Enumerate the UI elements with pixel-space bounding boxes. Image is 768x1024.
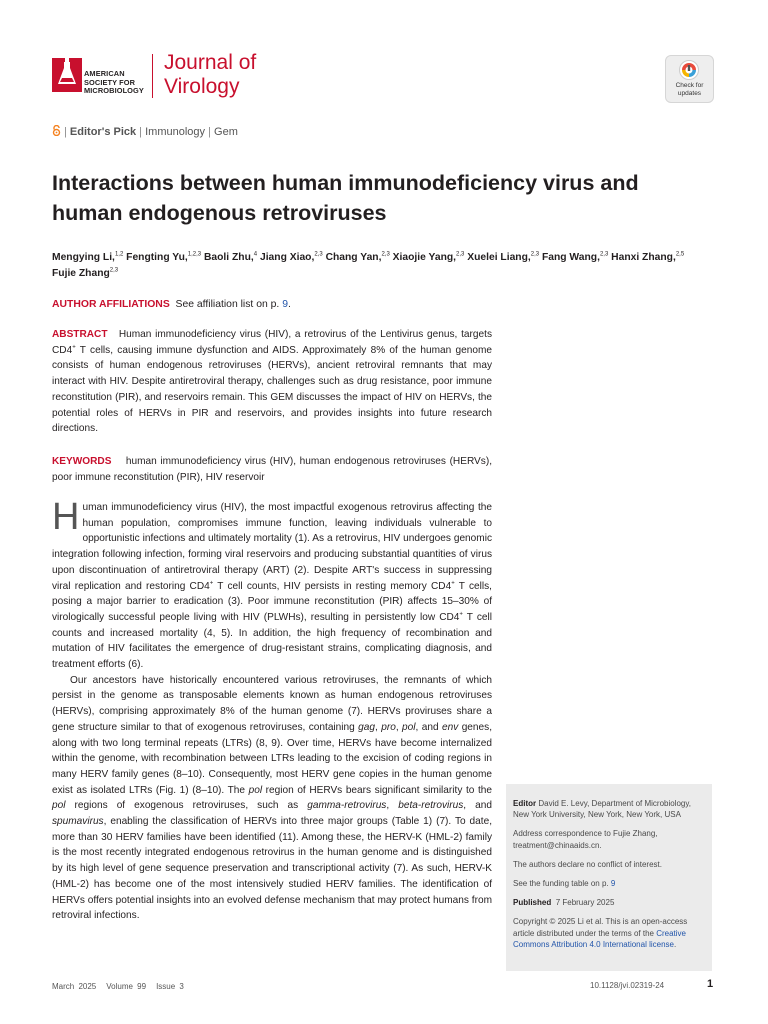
body-text: , enabling the classification of HERVs into three major groups (Table 1) (7). To date, more than 30 HERV families have been identified (11). Among these, the HERV-K (HML-2) family is the most recently integrated endogenous retrovirus in the human genome and is distinguished by its high level of gene sequence preservation and transcriptional activity (7). As such, HERV-K (HML-2) has become one of the most intensively studied HERV families. The identification of HERVs offers potential insights into an evolved defense mechanism that may protect humans from retroviral infections. (52, 816, 492, 922)
tag-separator: | (205, 126, 215, 138)
editor-label: Editor (513, 799, 537, 808)
category-tag[interactable]: Immunology (145, 126, 206, 138)
article-tags (52, 125, 238, 139)
published-date: 7 February 2025 (555, 898, 615, 908)
gene-name: pro (381, 721, 396, 733)
abstract-label: ABSTRACT (52, 329, 108, 340)
editor-info (513, 798, 707, 820)
author-affiliation-ref: 2,3 (314, 251, 323, 258)
abstract-text: Human immunodeficiency virus (HIV), a retrovirus of the Lentivirus genus, targets CD4 (52, 329, 492, 356)
crossmark-icon (679, 60, 699, 80)
superscript-plus: + (459, 611, 463, 618)
affiliations-period: . (287, 299, 291, 310)
asm-logo (52, 52, 152, 100)
author-name[interactable]: Mengying Li, (52, 252, 115, 263)
author-affiliation-ref: 2,5 (675, 251, 685, 258)
author-affiliation-ref: 2,3 (109, 267, 119, 274)
virus-genus: beta-retrovirus (398, 800, 464, 812)
publisher-line: MICROBIOLOGY (84, 86, 144, 96)
tag-separator: | (64, 126, 70, 138)
funding-info (513, 878, 707, 889)
body-text: Our ancestors have historically encountered various retroviruses, the remnants of which persist in the genome as transposable elements known as human endogenous retroviruses (HERVs), comprising approximately 8% of the human genome (7). HERVs proviruses share a gene structure similar to that of exogenous retroviruses, containing (52, 674, 492, 733)
copyright-text: Copyright © 2025 Li et al. This is an open-access article distributed under the terms of the (513, 917, 688, 938)
publisher-line: AMERICAN (84, 69, 125, 78)
author-name[interactable]: Fengting Yu, (126, 252, 188, 263)
editor-text: David E. Levy, Department of Microbiology, New York University, New York, New York, USA (513, 799, 691, 820)
keywords-text: human immunodeficiency virus (HIV), human endogenous retroviruses (HERVs), poor immune reconstitution (PIR), HIV reservoir (52, 456, 492, 483)
abstract (52, 327, 492, 437)
crossmark-label: updates (677, 89, 702, 97)
license-link[interactable]: Creative Commons Attribution 4.0 International license (513, 928, 686, 949)
author-affiliation-ref: 2,3 (599, 251, 609, 258)
flask-icon (52, 52, 82, 92)
keywords-label: KEYWORDS (52, 456, 112, 467)
superscript-plus: + (72, 344, 76, 351)
gene-name: pol (52, 800, 66, 812)
tag-separator: | (136, 126, 146, 138)
body-text: region of HERVs bears significant similarity to the (262, 784, 492, 796)
author-name[interactable]: Hanxi Zhang, (611, 252, 676, 263)
virus-genus: spumavirus (52, 816, 104, 828)
author-affiliations (52, 298, 291, 312)
funding-text: See the funding table on p. (513, 879, 611, 889)
author-affiliation-ref: 4 (253, 251, 258, 258)
article-info-sidebar (506, 784, 712, 971)
copyright-info (513, 916, 707, 950)
article-type-tag[interactable]: Gem (214, 126, 238, 138)
author-name[interactable]: Baoli Zhu, (203, 252, 254, 263)
publisher-line: SOCIETY FOR (84, 77, 136, 87)
article-body (52, 496, 492, 924)
check-for-updates-button[interactable] (665, 55, 714, 103)
journal-name[interactable] (164, 51, 256, 99)
author-affiliation-ref: 2,3 (456, 251, 465, 258)
issue-info (52, 982, 194, 991)
body-text: T cells, posing a major barrier to eradication (3). Poor immune reconstitution (PIR) affects 15–30% of virologically successful people living with HIV (PLWHs), resulting in persistently low CD4 (52, 580, 492, 623)
author-name[interactable]: Chang Yan, (325, 252, 382, 263)
author-name[interactable]: Fujie Zhang (52, 268, 110, 279)
author-affiliation-ref: 2,3 (381, 251, 390, 258)
page-number: 1 (707, 978, 714, 990)
author-affiliation-ref: 1,2,3 (187, 251, 202, 258)
body-text: uman immunodeficiency virus (HIV), the most impactful exogenous retrovirus affecting the human population, compromises immune function, leaving individuals vulnerable to opportunistic infections and ultimately mortality (1). As a retrovirus, HIV undergoes genomic integration following infection, forming viral reservoirs and producing substantial quantities of virus upon discontinuation of antiretroviral therapy (ART) (2). Despite ART's success in suppressing viral replication and restoring CD4 (52, 502, 492, 592)
virus-genus: gamma-retrovirus (307, 800, 387, 812)
body-paragraph (52, 496, 492, 673)
affiliations-page-link[interactable]: 9 (282, 299, 288, 310)
drop-cap: H (52, 496, 80, 538)
conflict-statement: The authors declare no conflict of interest. (513, 859, 662, 869)
volume: Volume 99 (106, 982, 147, 991)
issue: Issue 3 (156, 982, 184, 991)
body-text: T cell counts, HIV persists in resting memory CD4 (213, 580, 452, 592)
funding-page-link[interactable]: 9 (610, 879, 616, 889)
author-name[interactable]: Fang Wang, (541, 252, 600, 263)
author-name[interactable]: Jiang Xiao, (259, 252, 315, 263)
gene-name: pol (248, 784, 263, 796)
doi[interactable]: 10.1128/jvi.02319-24 (590, 981, 665, 990)
published-info (513, 897, 707, 908)
body-paragraph: Our ancestors have historically encountered various retroviruses, the remnants of which persist in the genome as transposable elements known as human endogenous retroviruses (HERVs), comprising approximately 8% of the human genome (7). HERVs proviruses share a gene structure similar to that of exogenous retroviruses, containing gag, pro, pol, and env genes, along with two long terminal repeats (LTRs) (8, 9). Over time, HERVs have become internalized within the genome, with recombination between LTRs leading to the excision of coding regions in many HERV family genes (8–10). Consequently, most HERV gene copies in the human genome exist as isolated LTRs (Fig. 1) (8–10). The pol region of HERVs bears significant similarity to the pol regions of exogenous retroviruses, such as gamma-retrovirus, beta-retrovirus, and spumavirus, enabling the classification of HERVs into three major groups (Table 1) (7). To date, more than 30 HERV families have been identified (11). Among these, the HERV-K (HML-2) family is the most recently integrated endogenous retrovirus in the human genome and is distinguished by its high level of gene sequence preservation and transcriptional activity (7). As such, HERV-K (HML-2) has become one of the most intensively studied HERV families. The identification of HERVs offers potential insights into an evolved defense mechanism that may protect humans from retroviral infections. (52, 674, 492, 922)
published-label: Published (513, 898, 552, 908)
article-title: Interactions between human immunodeficiency virus and human endogenous retroviruses (52, 171, 639, 225)
superscript-plus: + (451, 580, 455, 587)
author-affiliation-ref: 1,2 (114, 251, 124, 258)
correspondence-info: Address correspondence to Fujie Zhang, treatment@chinaaids.cn. (513, 829, 658, 850)
body-text: genes, along with two long terminal repeats (LTRs) (8, 9). Over time, HERVs have become internalized within the genome, with recombination between LTRs leading to the excision of coding regions in many HERV family genes (8–10). Consequently, most HERV gene copies in the human genome exist as isolated LTRs (Fig. 1) (8–10). The (52, 721, 492, 796)
abstract-text: T cells, causing immune dysfunction and AIDS. Approximately 8% of the human genome consists of human endogenous retroviruses (HERVs), ancient retroviral remnants that may interact with HIV. Despite antiretroviral therapy, challenges such as drug resistance, poor immune reconstitution (PIR), and reservoirs remain. This GEM discusses the impact of HIV on HERVs, the potential roles of HERVs in PIR and reservoirs, and provides insights into future research directions. (52, 344, 492, 435)
journal-name-line: Virology (164, 75, 240, 98)
copyright-period: . (673, 939, 677, 949)
body-text: , and (415, 721, 442, 733)
author-name[interactable]: Xuelei Liang, (467, 252, 531, 263)
crossmark-label: Check for (675, 82, 704, 89)
body-text: regions of exogenous retroviruses, such as (65, 800, 308, 812)
open-access-icon (52, 125, 61, 136)
author-name[interactable]: Xiaojie Yang, (392, 252, 457, 263)
affiliations-label: AUTHOR AFFILIATIONS (52, 299, 170, 310)
gene-name: pol (402, 721, 416, 733)
gene-name: env (442, 721, 459, 733)
author-affiliation-ref: 2,3 (530, 251, 540, 258)
issue-date: March 2025 (52, 982, 97, 991)
journal-name-line: Journal of (164, 51, 257, 74)
gene-name: gag (358, 721, 376, 733)
superscript-plus: + (209, 580, 214, 587)
body-text: T cell counts and increased mortality (4, 5). In addition, the high frequency of recombination and mutation of HIV facilitates the emergence of drug-resistant strains, complicating diagnosis, and treatment efforts (6). (52, 611, 492, 671)
author-list (52, 250, 722, 282)
keywords (52, 454, 492, 485)
header-divider (152, 54, 153, 98)
affiliations-text: See affiliation list on p. (175, 299, 283, 310)
editors-pick-tag[interactable]: Editor's Pick (69, 126, 137, 138)
